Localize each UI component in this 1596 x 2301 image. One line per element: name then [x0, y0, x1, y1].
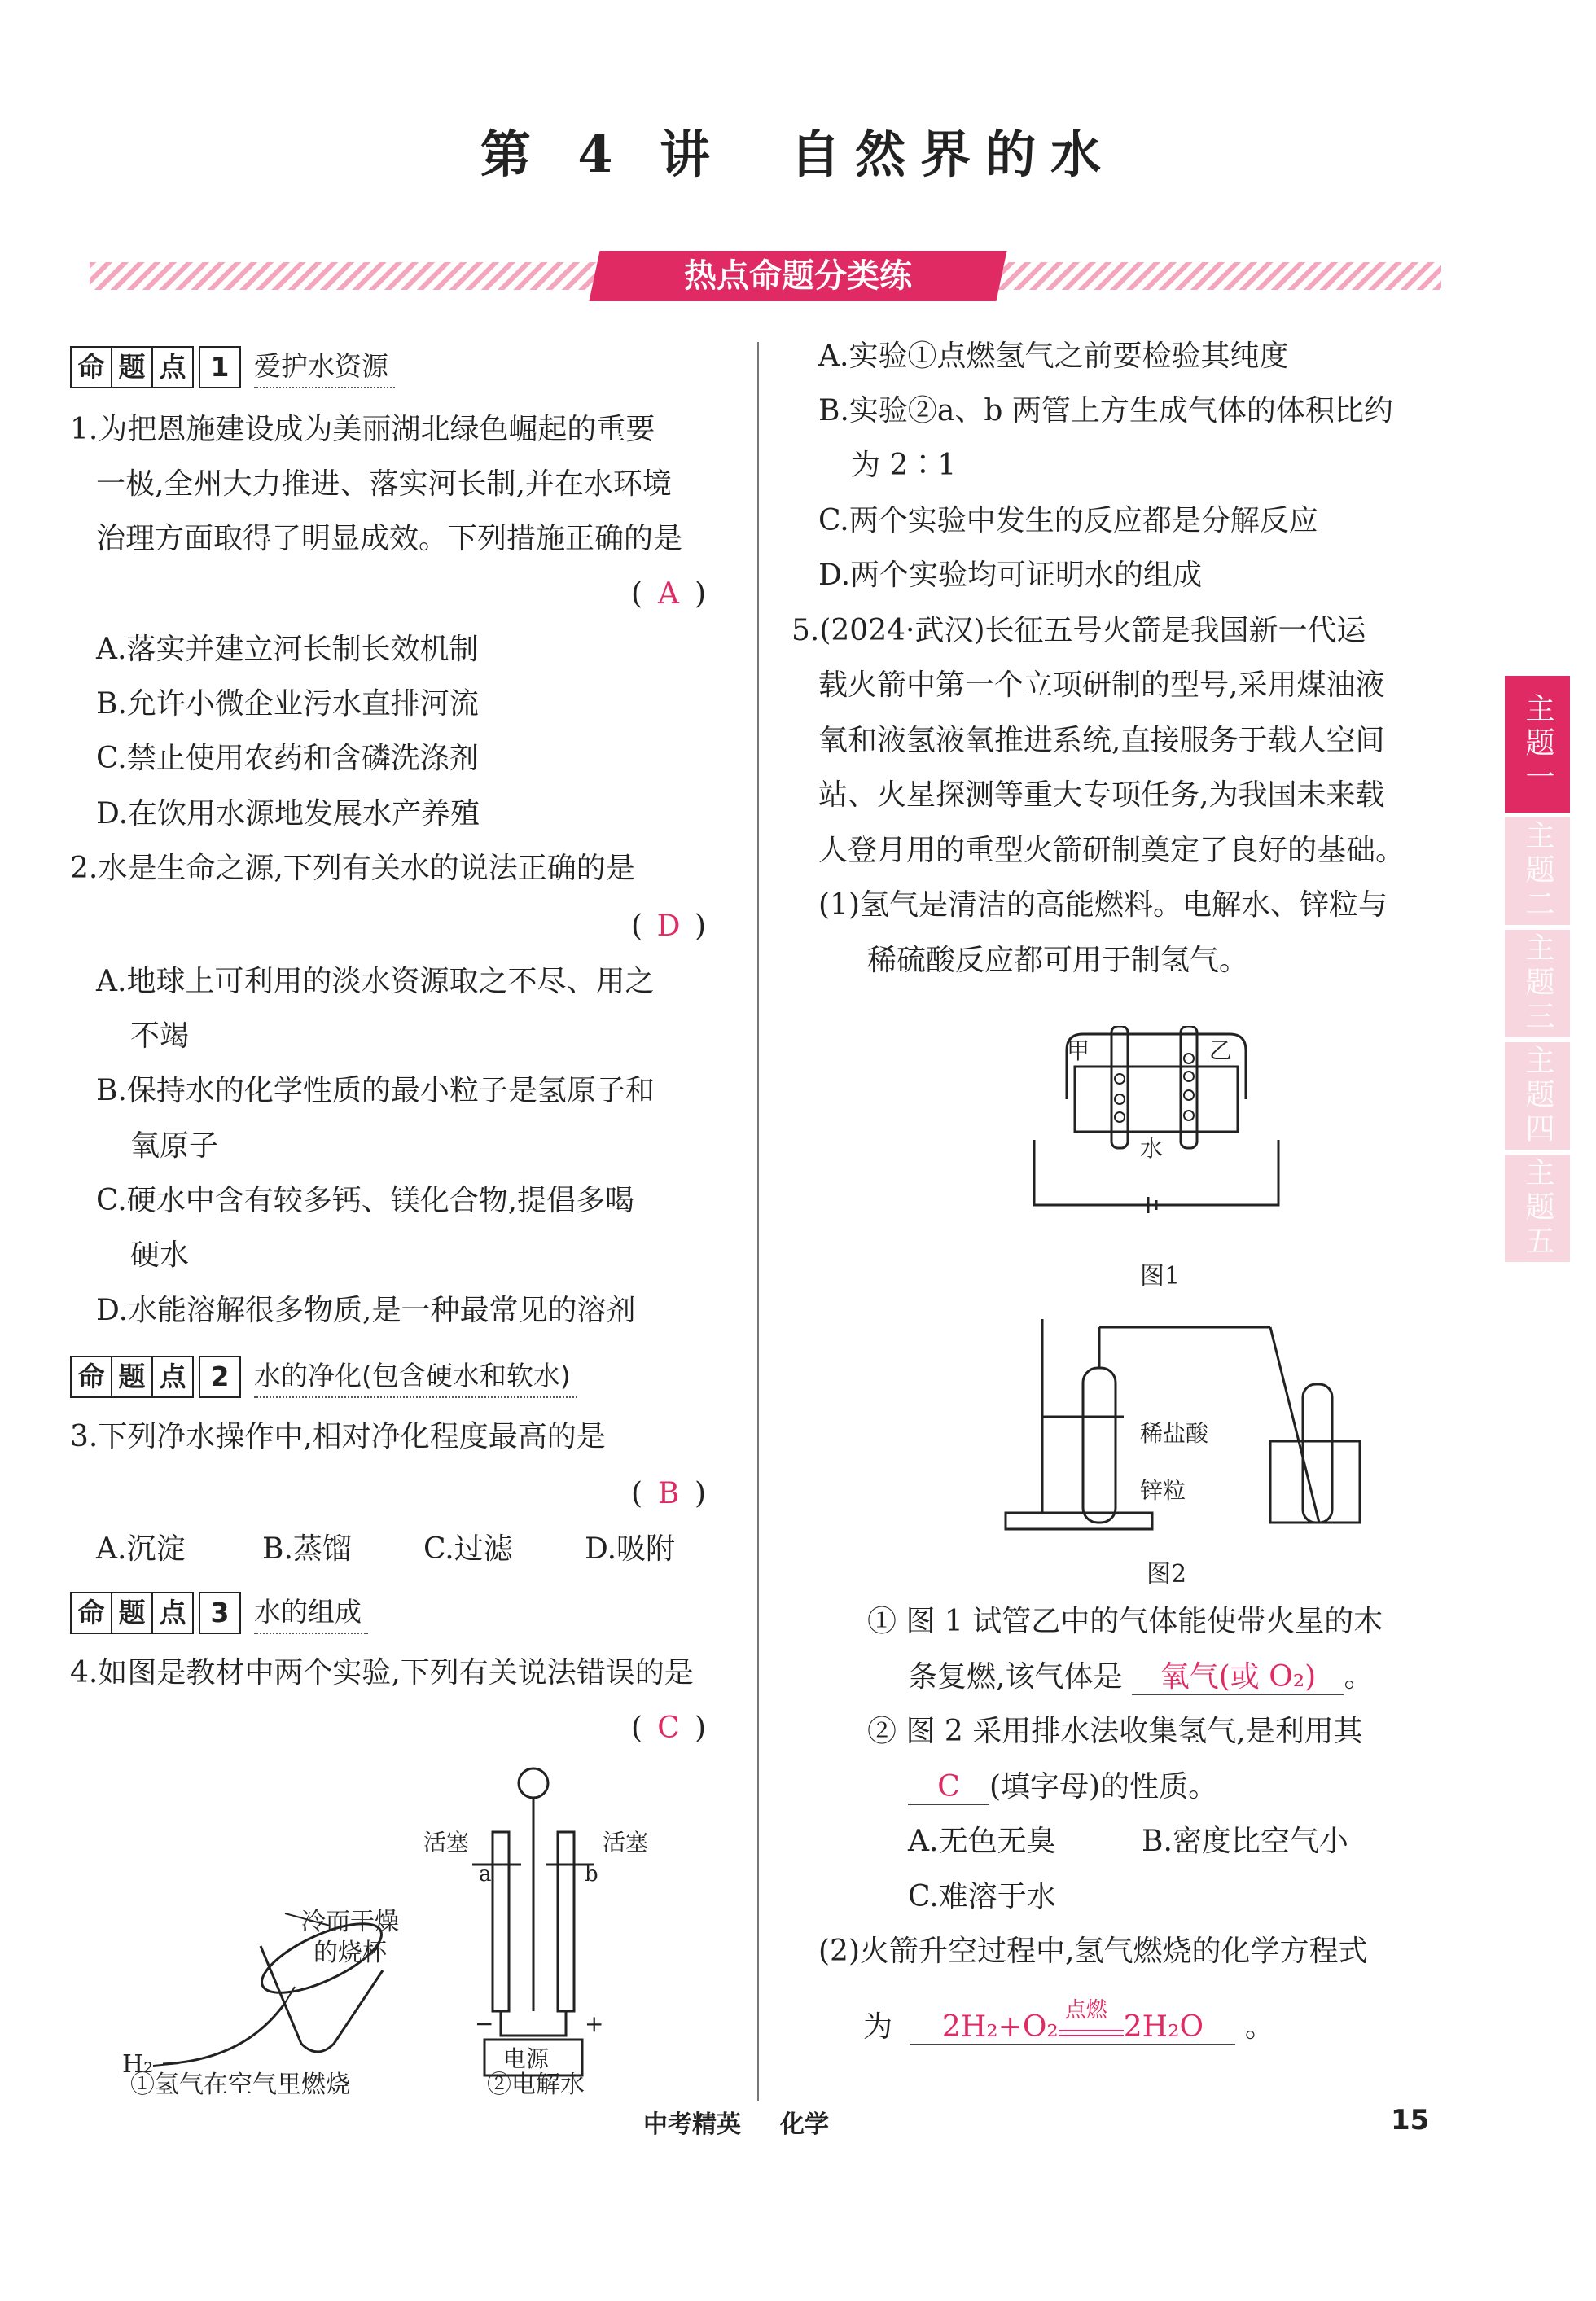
equation-equals — [1059, 2030, 1124, 2036]
cold-cup-label-2: 的烧杯 — [314, 1939, 387, 1967]
topic-2-number: 2 — [199, 1356, 241, 1398]
q5-line-2: 载火箭中第一个立项研制的型号,采用煤油液 — [818, 668, 1385, 702]
figure-q4 — [114, 1759, 700, 2101]
q3-bracket-open: ( — [631, 1477, 643, 1510]
q1-option-d: D.在饮用水源地发展水产养殖 — [96, 797, 480, 831]
q5-equation-answer — [910, 1998, 1235, 2045]
section-banner — [90, 251, 1441, 301]
side-tab-1[interactable]: 主题一 — [1505, 676, 1570, 813]
topic-1-box-2: 题 — [111, 346, 153, 388]
topic-1-number: 1 — [199, 346, 241, 388]
q5-option-c: C.难溶于水 — [908, 1880, 1056, 1913]
q1-line-3: 治理方面取得了明显成效。下列措施正确的是 — [96, 522, 683, 555]
q3-option-b: B.蒸馏 — [262, 1532, 352, 1566]
footer-subject: 化学 — [780, 2110, 829, 2139]
q4-bracket-close: ) — [695, 1712, 707, 1745]
topic-2-label: 水的净化(包含硬水和软水) — [254, 1356, 577, 1398]
q5-line-4: 站、火星探测等重大专项任务,为我国未来载 — [818, 778, 1385, 812]
q2-option-c-cont: 硬水 — [130, 1238, 190, 1272]
q4-option-b: B.实验②a、b 两管上方生成气体的体积比约 — [818, 394, 1393, 427]
q3-option-a: A.沉淀 — [96, 1532, 186, 1566]
q2-line-1: 2.水是生命之源,下列有关水的说法正确的是 — [70, 852, 635, 885]
q2-option-d: D.水能溶解很多物质,是一种最常见的溶剂 — [96, 1294, 636, 1327]
figure-caption-2: ②电解水 — [487, 2071, 585, 2099]
topic-3-box-2: 题 — [111, 1592, 153, 1634]
q5-sub2-text: (填字母)的性质。 — [989, 1770, 1218, 1804]
valve-a-label: 活塞 — [423, 1829, 470, 1856]
q2-option-b: B.保持水的化学性质的最小粒子是氢原子和 — [96, 1074, 655, 1107]
topic-3-box-3: 点 — [151, 1592, 194, 1634]
q5-gas-answer: 氧气(或 O₂) — [1132, 1661, 1344, 1695]
q4-bracket-open: ( — [631, 1712, 643, 1745]
plus-label: + — [585, 2010, 604, 2037]
topic-1-box-1: 命 — [70, 346, 112, 388]
q3-answer — [631, 1478, 706, 1510]
page-number: 15 — [1391, 2104, 1430, 2137]
q5-line-3: 氧和液氢液氧推进系统,直接服务于载人空间 — [818, 724, 1385, 757]
q4-answer — [631, 1712, 706, 1745]
cold-cup-label-1: 冷而干燥 — [301, 1908, 399, 1936]
q5-sub1-line-1: ① 图 1 试管乙中的气体能使带火星的木 — [867, 1605, 1383, 1638]
h2-label: H₂ — [122, 2050, 154, 2079]
fig1-yi-label: 乙 — [1209, 1037, 1233, 1064]
topic-3-number: 3 — [199, 1592, 241, 1634]
fig2-zinc-label: 锌粒 — [1140, 1477, 1186, 1504]
q4-option-d: D.两个实验均可证明水的组成 — [818, 559, 1203, 592]
topic-1-label: 爱护水资源 — [254, 346, 395, 388]
banner-label: 热点命题分类练 — [684, 257, 912, 295]
q4-option-a: A.实验①点燃氢气之前要检验其纯度 — [818, 340, 1289, 373]
fig1-water-label: 水 — [1140, 1135, 1164, 1162]
q1-option-b: B.允许小微企业污水直排河流 — [96, 687, 479, 721]
side-tab-4[interactable]: 主题四 — [1505, 1042, 1570, 1150]
equation-left: 2H₂+O₂ — [941, 2010, 1059, 2044]
q2-bracket-open: ( — [631, 909, 643, 943]
q1-bracket-open: ( — [631, 577, 643, 611]
footer-book: 中考精英 — [643, 2110, 741, 2139]
q3-answer-letter: B — [657, 1477, 680, 1510]
tube-a-label: a — [479, 1862, 492, 1887]
q2-answer — [631, 910, 706, 943]
q5-part2-wei: 为 — [863, 2010, 893, 2044]
fig1-jia-label: 甲 — [1067, 1037, 1090, 1064]
q5-line-5: 人登月用的重型火箭研制奠定了良好的基础。 — [818, 834, 1405, 867]
q1-option-a: A.落实并建立河长制长效机制 — [96, 633, 479, 666]
q2-bracket-close: ) — [695, 909, 707, 943]
q3-bracket-close: ) — [695, 1477, 707, 1510]
topic-2 — [70, 1356, 577, 1398]
q5-sub1-period: 。 — [1344, 1660, 1374, 1694]
topic-2-box-2: 题 — [111, 1356, 153, 1398]
topic-2-box-1: 命 — [70, 1356, 112, 1398]
topic-2-box-3: 点 — [151, 1356, 194, 1398]
q1-bracket-close: ) — [695, 577, 707, 611]
fig2-acid-label: 稀盐酸 — [1140, 1420, 1209, 1447]
q5-sub1-text: 条复燃,该气体是 — [908, 1660, 1123, 1694]
q5-sub1-line-2 — [908, 1661, 1373, 1695]
q2-option-c: C.硬水中含有较多钙、镁化合物,提倡多喝 — [96, 1184, 635, 1217]
q4-option-b-cont: 为 2∶1 — [851, 449, 957, 482]
figure-2 — [1002, 1303, 1368, 1539]
topic-1 — [70, 346, 395, 388]
q1-option-c: C.禁止使用农药和含磷洗涤剂 — [96, 742, 479, 775]
q5-sub2-line-2 — [908, 1771, 1217, 1805]
equation-right: 2H₂O — [1123, 2010, 1204, 2044]
q5-part1-line-1: (1)氢气是清洁的高能燃料。电解水、锌粒与 — [818, 888, 1388, 922]
side-tab-3[interactable]: 主题三 — [1505, 930, 1570, 1037]
tube-b-label: b — [585, 1862, 598, 1887]
topic-3 — [70, 1592, 368, 1634]
q4-line-1: 4.如图是教材中两个实验,下列有关说法错误的是 — [70, 1656, 694, 1690]
q5-option-a: A.无色无臭 — [908, 1825, 1056, 1858]
q1-line-2: 一极,全州大力推进、落实河长制,并在水环境 — [96, 467, 672, 501]
q5-property-answer: C — [908, 1771, 989, 1805]
q3-option-d: D.吸附 — [585, 1532, 676, 1566]
q5-line-1: 5.(2024·武汉)长征五号火箭是我国新一代运 — [791, 614, 1366, 647]
equation-arrow — [1059, 1998, 1124, 2036]
page-title: 第 4 讲 自然界的水 — [480, 125, 1116, 184]
q5-option-b: B.密度比空气小 — [1142, 1825, 1348, 1858]
power-label: 电源 — [503, 2045, 550, 2072]
q2-answer-letter: D — [656, 909, 681, 943]
q1-answer-letter: A — [658, 577, 680, 611]
side-tab-nav — [1505, 676, 1570, 1267]
q1-line-1: 1.为把恩施建设成为美丽湖北绿色崛起的重要 — [70, 413, 656, 446]
topic-3-label: 水的组成 — [254, 1592, 368, 1634]
banner-label-box — [589, 251, 1006, 301]
q4-answer-letter: C — [657, 1712, 680, 1745]
q2-option-b-cont: 氧原子 — [130, 1129, 219, 1163]
topic-3-box-1: 命 — [70, 1592, 112, 1634]
valve-b-label: 活塞 — [603, 1829, 649, 1856]
q2-option-a: A.地球上可利用的淡水资源取之不尽、用之 — [96, 965, 655, 998]
q3-option-c: C.过滤 — [423, 1532, 513, 1566]
q5-part2-line-1: (2)火箭升空过程中,氢气燃烧的化学方程式 — [818, 1935, 1368, 1968]
side-tab-5[interactable]: 主题五 — [1505, 1155, 1570, 1262]
q5-part1-line-2: 稀硫酸反应都可用于制氢气。 — [867, 944, 1249, 977]
figure-1-caption: 图1 — [1140, 1262, 1181, 1291]
equation-condition: 点燃 — [1064, 1998, 1107, 2023]
topic-1-box-3: 点 — [151, 346, 194, 388]
q3-line-1: 3.下列净水操作中,相对净化程度最高的是 — [70, 1420, 606, 1453]
q5-sub2-line-1: ② 图 2 采用排水法收集氢气,是利用其 — [867, 1715, 1363, 1748]
figure-1 — [1018, 1026, 1344, 1238]
q5-part2-line-2 — [863, 1998, 1274, 2045]
side-tab-2[interactable]: 主题二 — [1505, 817, 1570, 925]
q5-part2-period: 。 — [1244, 2010, 1274, 2044]
column-divider — [757, 342, 759, 2101]
q1-answer — [631, 578, 706, 611]
figure-caption-1: ①氢气在空气里燃烧 — [130, 2071, 350, 2099]
minus-label: − — [475, 2010, 494, 2037]
q2-option-a-cont: 不竭 — [130, 1019, 190, 1053]
figure-2-caption: 图2 — [1147, 1560, 1187, 1589]
q4-option-c: C.两个实验中发生的反应都是分解反应 — [818, 504, 1318, 537]
